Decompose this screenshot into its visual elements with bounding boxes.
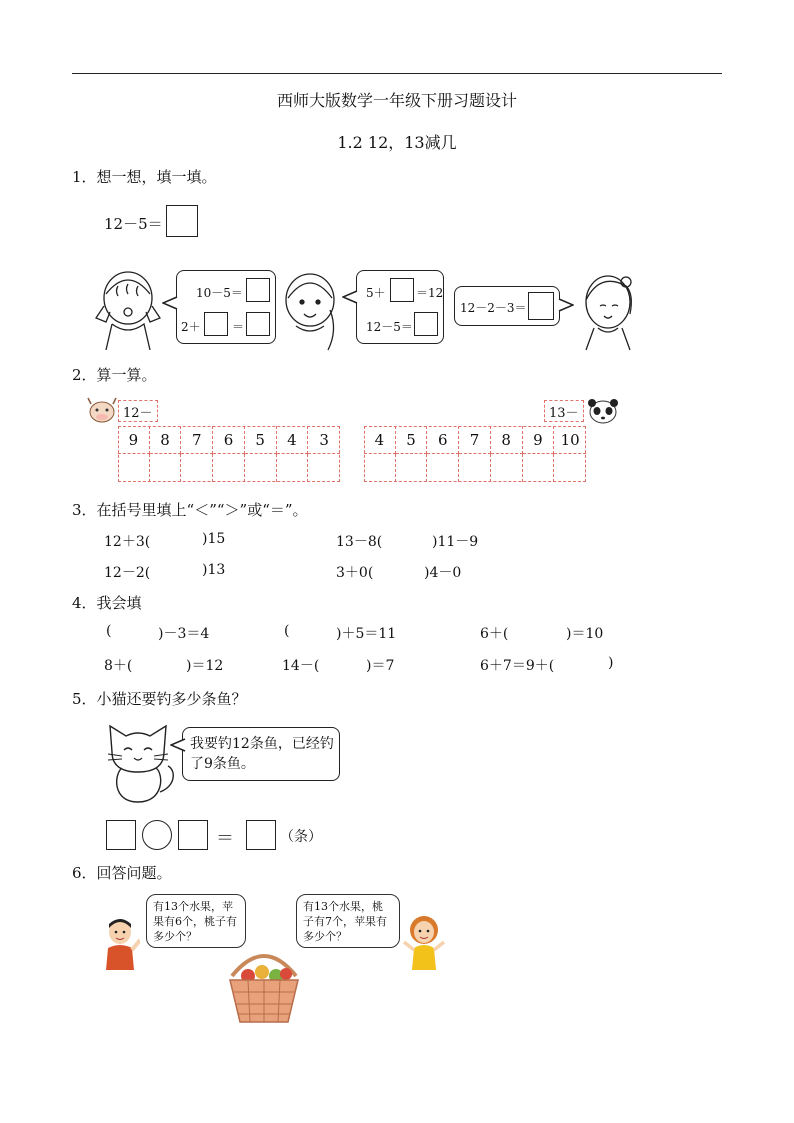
q4-item-2-right: )＋5＝11 xyxy=(336,626,397,642)
bubble1-eq1: 10－5＝ xyxy=(196,286,243,300)
right-answer-cell[interactable] xyxy=(427,454,459,482)
right-answer-cell[interactable] xyxy=(396,454,428,482)
answer-box[interactable] xyxy=(390,278,414,302)
boy-icon xyxy=(100,916,140,970)
left-answer-cell[interactable] xyxy=(245,454,277,482)
right-number-cell: 4 xyxy=(364,426,396,454)
left-answer-cell[interactable] xyxy=(308,454,340,482)
left-number-cell: 4 xyxy=(277,426,309,454)
q3-item-3-left: 12－2( xyxy=(104,565,151,581)
q4-item-1-right: )－3＝4 xyxy=(158,626,210,642)
bubble1-eq2-b: ＝ xyxy=(232,320,245,334)
cat-speech-text: 我要钓12条鱼，已经钓了9条鱼。 xyxy=(190,736,334,772)
q4-item-4-left: 8＋( xyxy=(104,658,133,674)
cow-icon xyxy=(86,396,118,426)
left-number-cell: 6 xyxy=(213,426,245,454)
left-answer-cell[interactable] xyxy=(118,454,150,482)
bubble-tail xyxy=(558,298,574,312)
page-title: 西师大版数学一年级下册习题设计 xyxy=(276,91,517,110)
girl-icon xyxy=(402,912,446,970)
right-number-cell: 9 xyxy=(523,426,555,454)
answer-box[interactable] xyxy=(246,820,276,850)
operator-circle[interactable] xyxy=(142,820,172,850)
left-number-cell: 5 xyxy=(245,426,277,454)
left-answer-cell[interactable] xyxy=(277,454,309,482)
q3-item-1-right: )15 xyxy=(202,531,226,547)
left-number-cell: 8 xyxy=(150,426,182,454)
answer-box[interactable] xyxy=(246,312,270,336)
right-answer-cell[interactable] xyxy=(459,454,491,482)
answer-box[interactable] xyxy=(178,820,208,850)
q3-item-1-left: 12＋3( xyxy=(104,534,151,550)
question-1-label: 1．想一想，填一填。 xyxy=(72,168,217,186)
q4-item-4-right: )＝12 xyxy=(186,658,224,674)
answer-box[interactable] xyxy=(414,312,438,336)
left-answer-cell[interactable] xyxy=(181,454,213,482)
header-rule xyxy=(72,73,722,74)
bubble2-eq1-b: ＝12 xyxy=(416,286,444,300)
question-6-label: 6．回答问题。 xyxy=(72,864,172,882)
bubble2-eq1-a: 5＋ xyxy=(366,286,386,300)
right-number-cell: 5 xyxy=(396,426,428,454)
question-3-label: 3．在括号里填上“＜”“＞”或“＝”。 xyxy=(72,501,308,519)
q4-item-6-right: ) xyxy=(608,655,614,671)
bubble3-eq: 12－2－3＝ xyxy=(460,301,527,315)
left-number-cell: 9 xyxy=(118,426,150,454)
right-answer-cell[interactable] xyxy=(554,454,586,482)
lesson-subtitle: 1.2 12，13减几 xyxy=(337,133,457,152)
bubble1-eq2-a: 2＋ xyxy=(181,320,201,334)
q4-item-3-left: 6＋( xyxy=(480,626,509,642)
girl-thinking-icon xyxy=(92,266,164,350)
q1-top-equation: 12－5＝ xyxy=(104,215,163,233)
girl-smiling-icon xyxy=(280,270,344,354)
unit-label: （条） xyxy=(280,829,322,845)
question-4-label: 4．我会填 xyxy=(72,594,142,612)
q4-item-3-right: )＝10 xyxy=(566,626,604,642)
q4-item-5-right: )＝7 xyxy=(366,658,395,674)
answer-box[interactable] xyxy=(204,312,228,336)
q4-item-2-left: ( xyxy=(284,623,290,639)
answer-box[interactable] xyxy=(106,820,136,850)
answer-box[interactable] xyxy=(528,292,554,320)
q3-item-3-right: )13 xyxy=(202,562,226,578)
girl-speech-bubble: 有13个水果，桃子有7个，苹果有多少个？ xyxy=(296,894,400,948)
q3-item-2-left: 13－8( xyxy=(336,534,383,550)
equals-sign: ＝ xyxy=(216,828,234,849)
right-answer-cell[interactable] xyxy=(491,454,523,482)
tag-12-minus: 12－ xyxy=(118,400,158,422)
right-number-cell: 6 xyxy=(427,426,459,454)
bubble-tail xyxy=(162,296,178,310)
girl-ponytail-icon xyxy=(580,270,640,352)
question-2-label: 2．算一算。 xyxy=(72,366,157,384)
panda-icon xyxy=(586,396,620,426)
bubble2-eq2: 12－5＝ xyxy=(366,320,413,334)
q3-item-4-left: 3＋0( xyxy=(336,565,374,581)
right-answer-cell[interactable] xyxy=(523,454,555,482)
bubble-tail xyxy=(170,738,186,752)
right-number-cell: 7 xyxy=(459,426,491,454)
q4-item-5-left: 14－( xyxy=(282,658,320,674)
right-answer-cell[interactable] xyxy=(364,454,396,482)
tag-13-minus: 13－ xyxy=(544,400,584,422)
bubble-tail xyxy=(342,290,358,304)
cat-icon xyxy=(104,722,178,806)
left-number-cell: 3 xyxy=(308,426,340,454)
q3-item-4-right: )4－0 xyxy=(424,565,462,581)
right-number-cell: 10 xyxy=(554,426,586,454)
q3-item-2-right: )11－9 xyxy=(432,534,479,550)
fruit-basket-icon xyxy=(224,946,304,1026)
left-number-cell: 7 xyxy=(181,426,213,454)
left-answer-cell[interactable] xyxy=(150,454,182,482)
answer-box[interactable] xyxy=(246,278,270,302)
boy-speech-bubble: 有13个水果，苹果有6个，桃子有多少个？ xyxy=(146,894,246,948)
left-answer-cell[interactable] xyxy=(213,454,245,482)
q4-item-1-left: ( xyxy=(106,623,112,639)
answer-box[interactable] xyxy=(166,205,198,237)
right-number-cell: 8 xyxy=(491,426,523,454)
q4-item-6-left: 6＋7＝9＋( xyxy=(480,658,555,674)
question-5-label: 5．小猫还要钓多少条鱼？ xyxy=(72,690,247,708)
